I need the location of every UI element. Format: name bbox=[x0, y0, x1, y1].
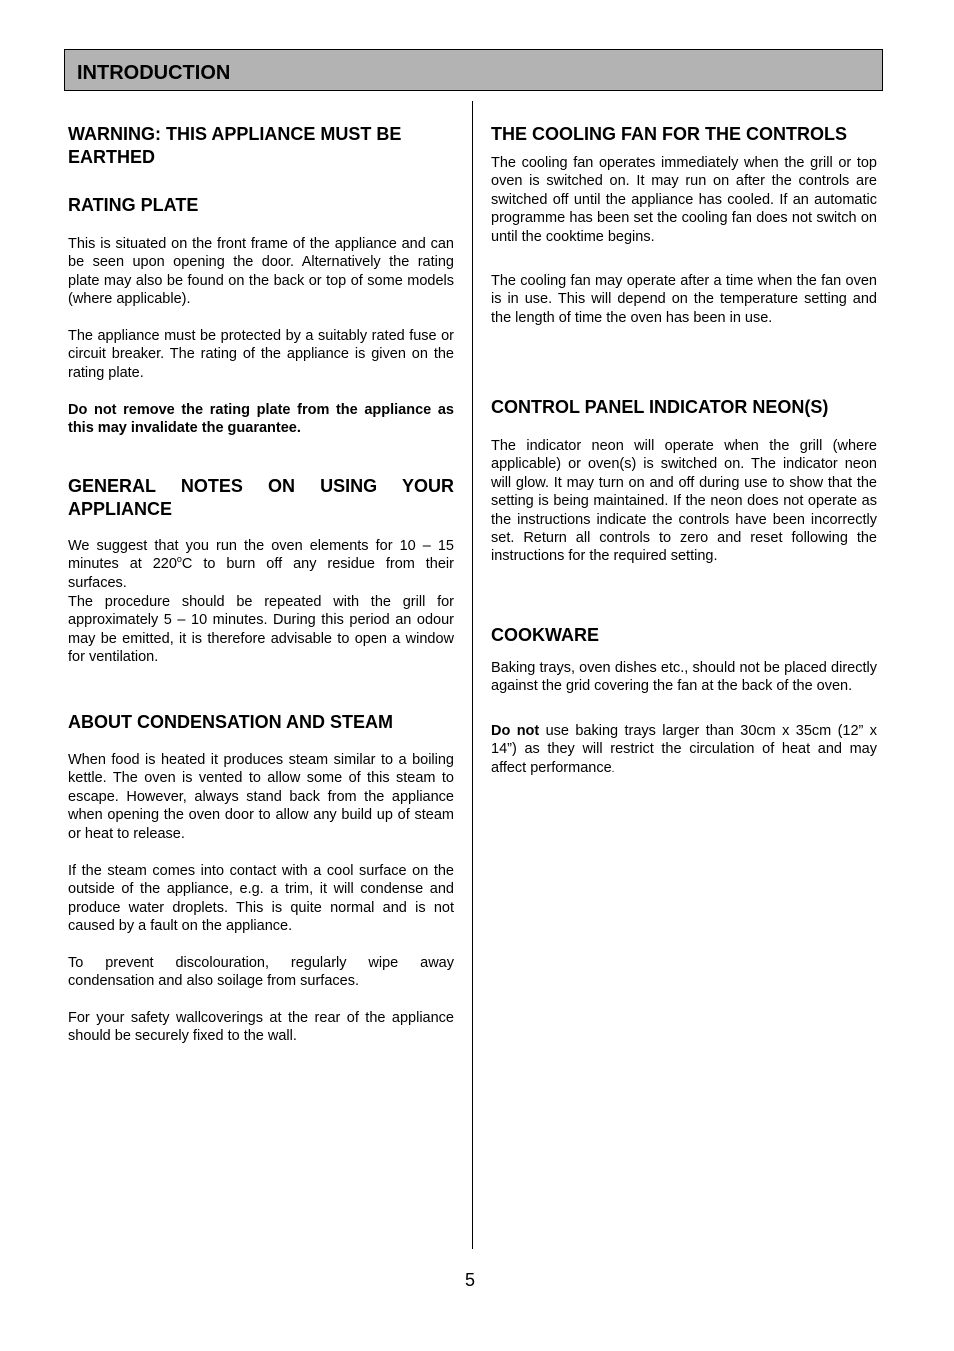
rating-plate-heading: RATING PLATE bbox=[68, 195, 199, 215]
cooling-fan-paragraph-1: The cooling fan operates immediately when the grill or top oven is switched on. It may run on after the controls are switched off until the appliance has cooled. If an automatic programme has been set the cooling fan does not switch on until the cooktime begins. bbox=[491, 155, 877, 245]
column-divider bbox=[472, 101, 473, 1249]
rating-plate-paragraph-2: The appliance must be protected by a suitably rated fuse or circuit breaker. The rating of the appliance is given on the rating plate. bbox=[68, 328, 454, 381]
condensation-paragraph-3: To prevent discolouration, regularly wipe away condensation and also soilage from surfaces. bbox=[68, 955, 454, 990]
warning-heading: WARNING: THIS APPLIANCE MUST BE EARTHED bbox=[68, 124, 402, 167]
general-notes-paragraph-2: The procedure should be repeated with the grill for approximately 5 – 10 minutes. During this period an odour may be emitted, it is therefore advisable to open a window for ventilation. bbox=[68, 594, 454, 666]
page-number: 5 bbox=[465, 1270, 476, 1290]
condensation-paragraph-2: If the steam comes into contact with a cool surface on the outside of the appliance, e.g. a trim, it will condense and produce water droplets. This is quite normal and is not caused by a fault on the appliance. bbox=[68, 863, 454, 935]
cookware-paragraph-2-end: . bbox=[611, 763, 615, 775]
condensation-heading: ABOUT CONDENSATION AND STEAM bbox=[68, 712, 393, 732]
general-notes-text-b: C to burn off any residue from their surfaces. bbox=[68, 556, 454, 591]
rating-plate-paragraph-1: This is situated on the front frame of the appliance and can be seen upon opening the door. Alternatively the rating plate may also be found on the back or top of some models (where applicable). bbox=[68, 236, 454, 308]
condensation-paragraph-1: When food is heated it produces steam similar to a boiling kettle. The oven is vented to allow some of this steam to escape. However, always stand back from the appliance when opening the oven door to allow any build up of steam or heat to release. bbox=[68, 752, 454, 842]
cookware-paragraph-1: Baking trays, oven dishes etc., should not be placed directly against the grid covering the fan at the back of the oven. bbox=[491, 660, 877, 695]
general-notes-heading: GENERAL NOTES ON USING YOUR APPLIANCE bbox=[68, 476, 454, 519]
control-panel-neon-paragraph: The indicator neon will operate when the grill (where applicable) or oven(s) is switched on. The indicator neon will glow. It may turn on and off during use to show that the setting is being maintained. If the neon does not operate as the instructions indicate the controls have been incorrectly set. Return all controls to zero and reset following the instructions for the required setting. bbox=[491, 438, 877, 565]
cookware-paragraph-2-text: use baking trays larger than 30cm x 35cm (12” x 14”) as they will restrict the circulation of heat and may affect performance bbox=[491, 723, 877, 776]
degree-superscript: o bbox=[176, 554, 182, 565]
cooling-fan-paragraph-2: The cooling fan may operate after a time when the fan oven is in use. This will depend on the temperature setting and the length of time the oven has been in use. bbox=[491, 273, 877, 326]
control-panel-neon-heading: CONTROL PANEL INDICATOR NEON(S) bbox=[491, 397, 829, 417]
condensation-paragraph-4: For your safety wallcoverings at the rear of the appliance should be securely fixed to the wall. bbox=[68, 1010, 454, 1045]
section-header-bar bbox=[64, 49, 883, 91]
cooling-fan-heading: THE COOLING FAN FOR THE CONTROLS bbox=[491, 124, 847, 144]
rating-plate-warning: Do not remove the rating plate from the appliance as this may invalidate the guarantee. bbox=[68, 402, 454, 437]
page-title: INTRODUCTION bbox=[77, 62, 231, 84]
general-notes-paragraph-1 bbox=[68, 537, 454, 592]
cookware-paragraph-2 bbox=[491, 722, 877, 779]
general-notes-text-a: We suggest that you run the oven elements for 10 – 15 minutes at 220 bbox=[68, 538, 454, 573]
cookware-do-not: Do not bbox=[491, 723, 540, 739]
cookware-heading: COOKWARE bbox=[491, 625, 599, 645]
